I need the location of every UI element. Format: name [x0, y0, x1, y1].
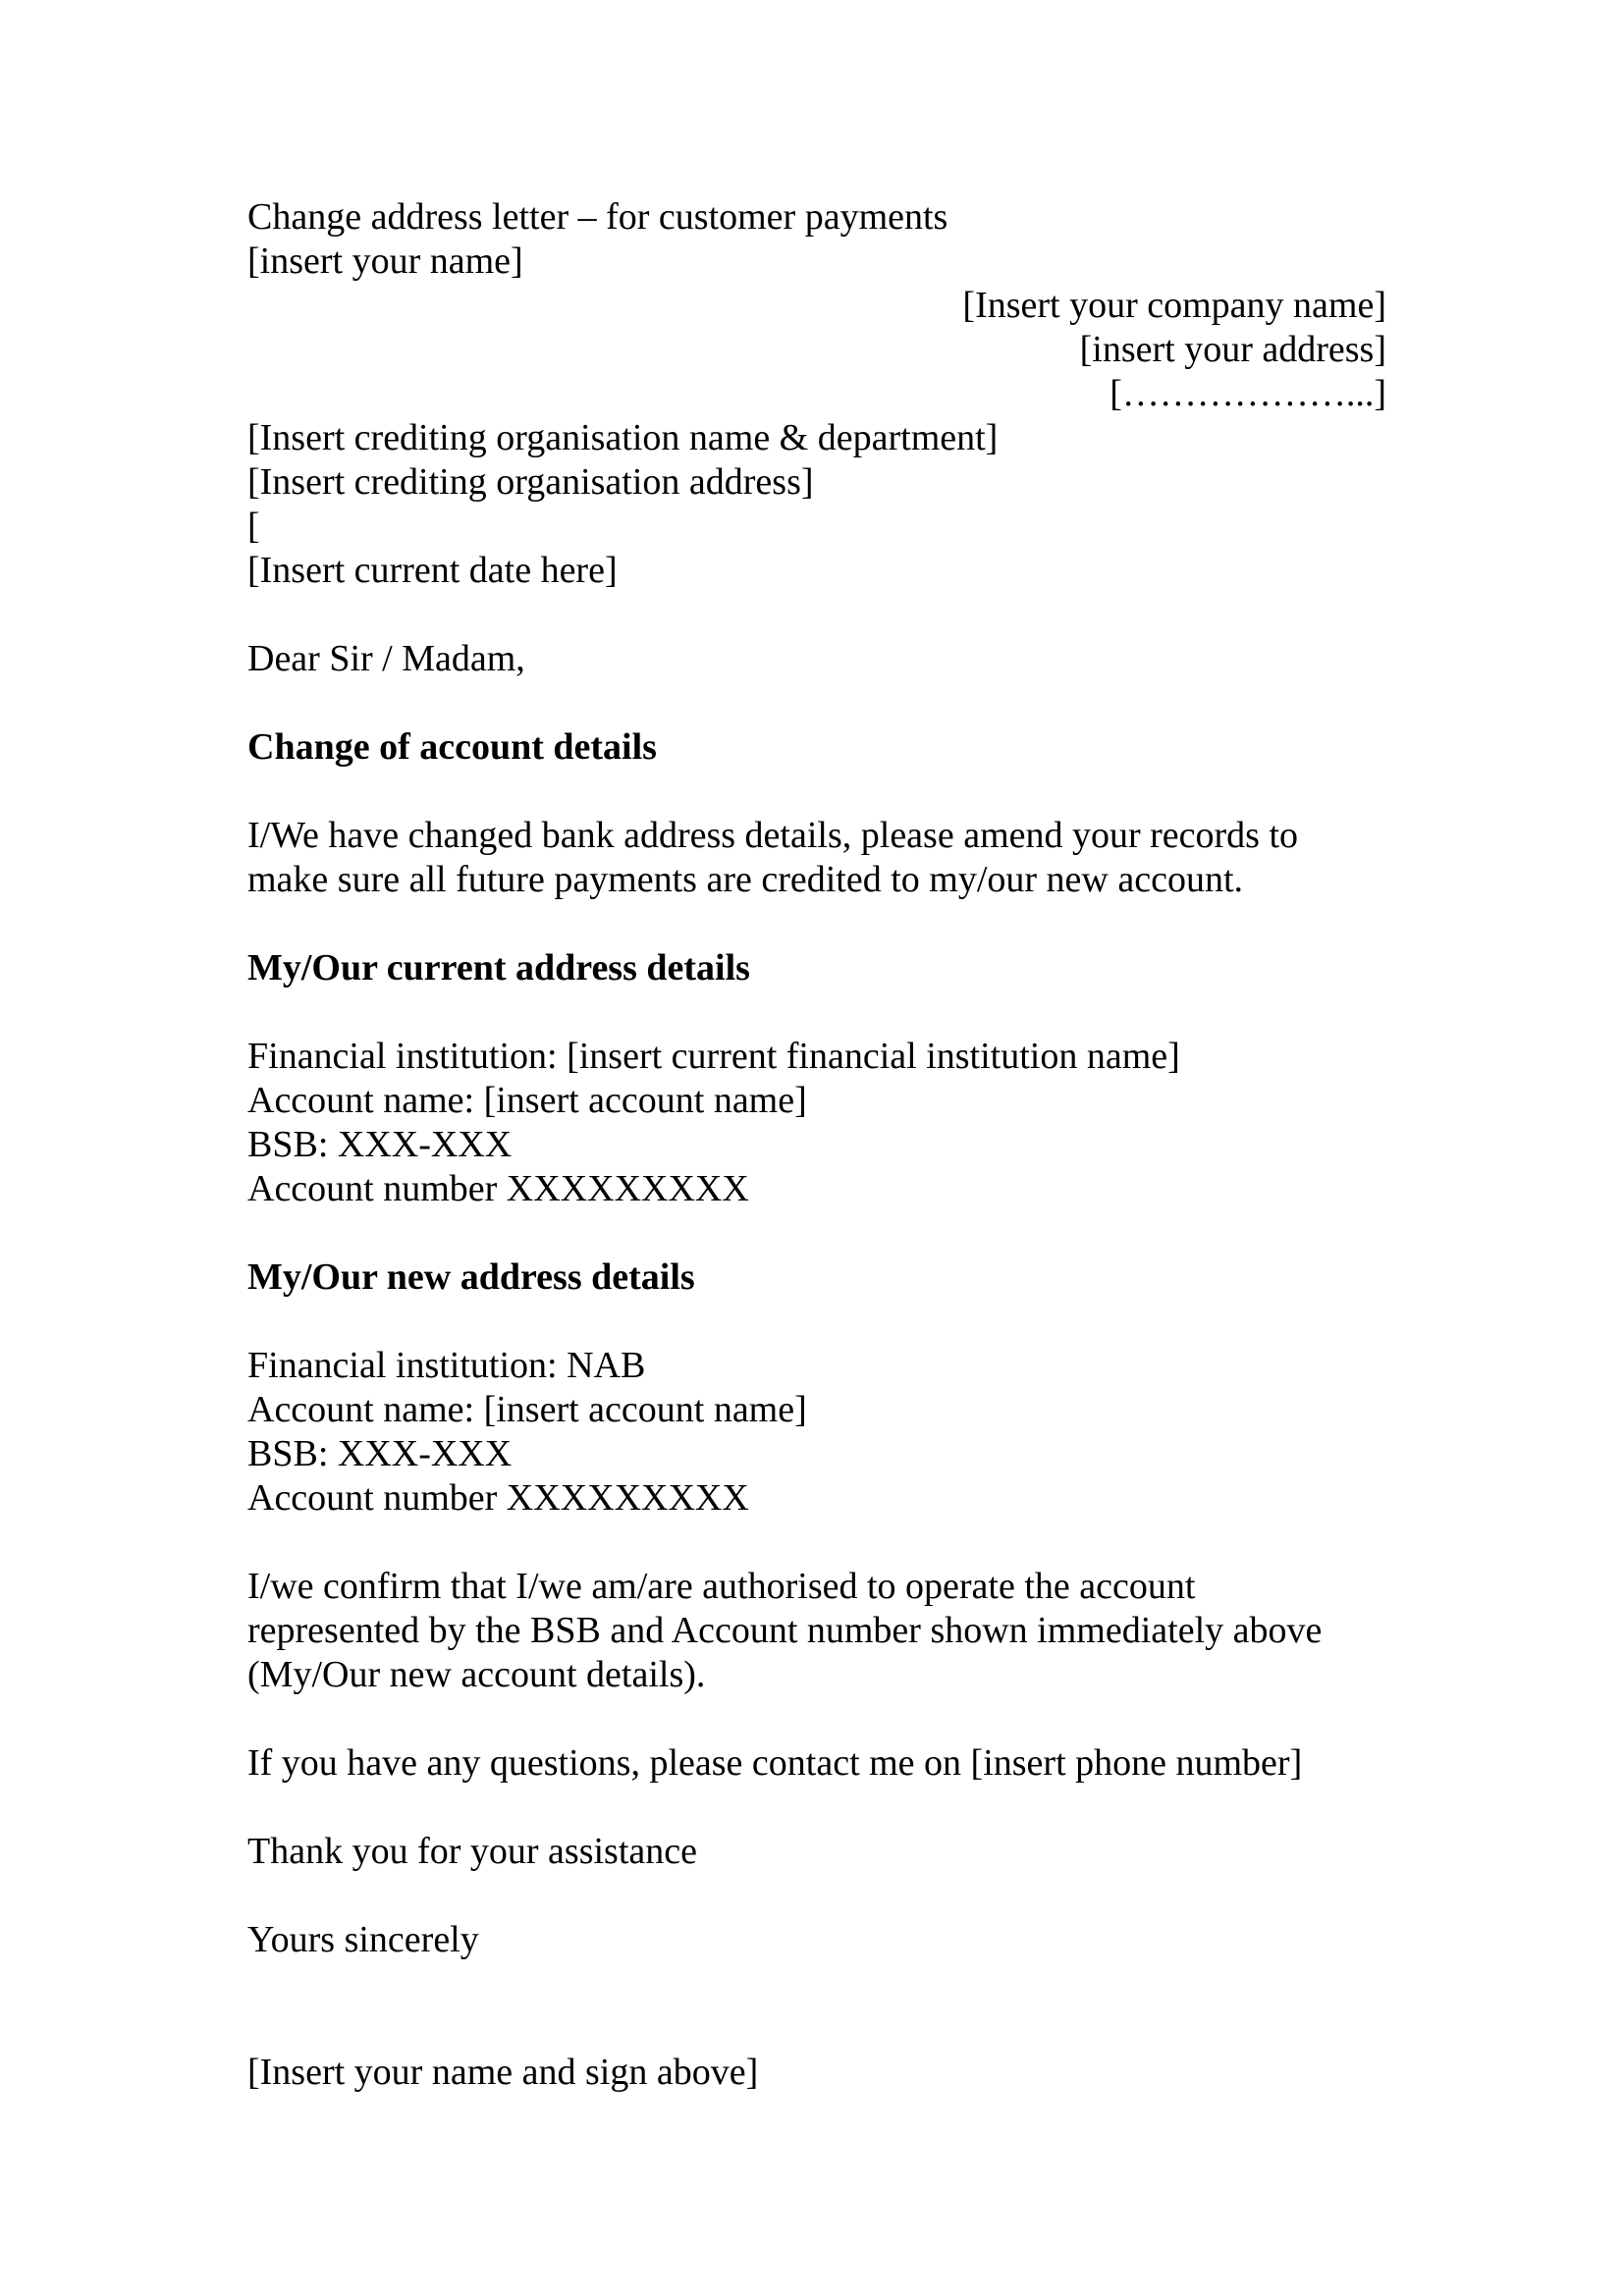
- recipient-name: [Insert crediting organisation name & department]: [247, 417, 999, 458]
- current-account-number: Account number XXXXXXXXX: [247, 1168, 749, 1209]
- spacer: [247, 770, 1386, 814]
- spacer: [247, 1521, 1386, 1565]
- company-name: [Insert your company name]: [962, 285, 1386, 326]
- current-bsb: BSB: XXX-XXX: [247, 1124, 513, 1165]
- letter-body: [247, 195, 1386, 2095]
- subject-heading: Change of account details: [247, 726, 657, 768]
- signature-line: [Insert your name and sign above]: [247, 2052, 759, 2093]
- spacer: [247, 681, 1386, 725]
- thanks-line: Thank you for your assistance: [247, 1831, 697, 1872]
- spacer: [247, 1300, 1386, 1344]
- intro-line-1: I/We have changed bank address details, please amend your records to: [247, 815, 1299, 856]
- spacer: [247, 1697, 1386, 1741]
- letter-date: [Insert current date here]: [247, 550, 618, 591]
- new-account-number: Account number XXXXXXXXX: [247, 1477, 749, 1519]
- recipient-extra: [: [247, 506, 260, 547]
- closing-line: Yours sincerely: [247, 1919, 479, 1960]
- company-address: [insert your address]: [1079, 329, 1386, 370]
- confirm-line-2: represented by the BSB and Account number shown immediately above: [247, 1610, 1323, 1651]
- confirm-line-3: (My/Our new account details).: [247, 1654, 706, 1695]
- recipient-address: [Insert crediting organisation address]: [247, 461, 814, 503]
- letter-title: Change address letter – for customer payments: [247, 196, 948, 238]
- current-details-heading: My/Our current address details: [247, 947, 750, 988]
- salutation: Dear Sir / Madam,: [247, 638, 525, 679]
- sender-name: [insert your name]: [247, 240, 523, 282]
- new-bsb: BSB: XXX-XXX: [247, 1433, 513, 1474]
- signature-space: [247, 1962, 1386, 2051]
- confirm-line-1: I/we confirm that I/we am/are authorised to operate the account: [247, 1566, 1196, 1607]
- spacer: [247, 1874, 1386, 1918]
- spacer: [247, 1211, 1386, 1255]
- spacer: [247, 902, 1386, 946]
- spacer: [247, 1786, 1386, 1830]
- spacer: [247, 593, 1386, 637]
- new-account-name: Account name: [insert account name]: [247, 1389, 807, 1430]
- current-account-name: Account name: [insert account name]: [247, 1080, 807, 1121]
- new-details-heading: My/Our new address details: [247, 1256, 695, 1298]
- spacer: [247, 990, 1386, 1035]
- contact-line: If you have any questions, please contact me on [insert phone number]: [247, 1742, 1303, 1784]
- new-institution: Financial institution: NAB: [247, 1345, 646, 1386]
- company-address-extra: [………………...]: [1110, 373, 1386, 414]
- intro-line-2: make sure all future payments are credited to my/our new account.: [247, 859, 1243, 900]
- current-institution: Financial institution: [insert current financial institution name]: [247, 1036, 1180, 1077]
